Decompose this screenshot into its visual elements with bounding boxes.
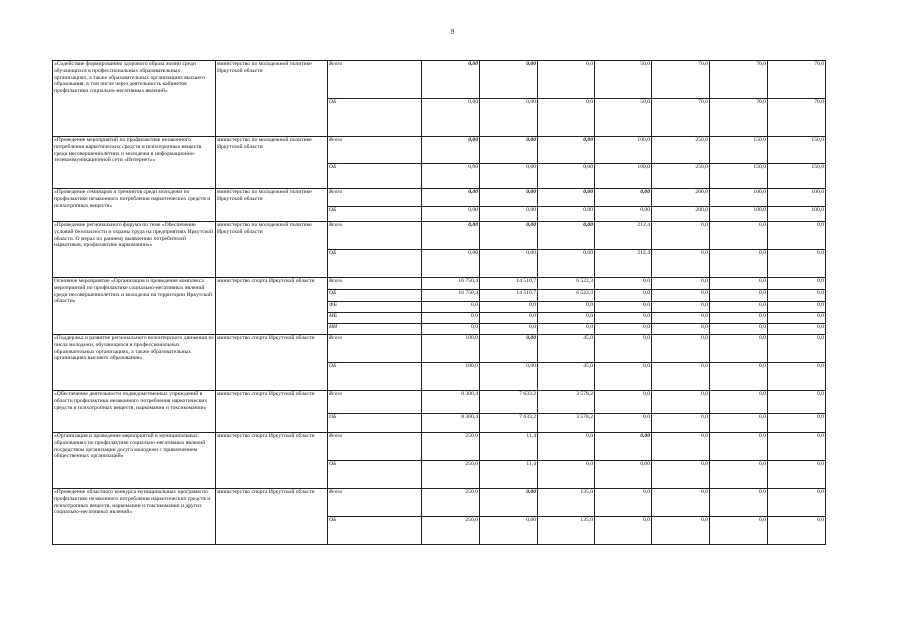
value-cell: 0,00 <box>595 461 652 489</box>
value-cell: 0,0 <box>710 433 768 461</box>
value-cell: 70,0 <box>710 99 768 137</box>
value-cell: 0,0 <box>652 433 710 461</box>
funding-source-cell: Всего <box>328 189 422 207</box>
value-cell: 0,00 <box>422 61 480 99</box>
value-cell: 0,0 <box>422 302 480 313</box>
executor-cell: министерство спорта Иркутской области <box>216 433 328 489</box>
value-cell: 200,0 <box>652 189 710 207</box>
value-cell: 100,0 <box>710 207 768 222</box>
table-row <box>53 137 826 164</box>
table-row <box>53 391 826 414</box>
value-cell: 6 522,3 <box>538 278 595 290</box>
value-cell: 0,0 <box>595 290 652 302</box>
value-cell: 0,0 <box>768 433 826 461</box>
value-cell: 0,0 <box>768 363 826 391</box>
funding-source-cell: ОБ <box>328 207 422 222</box>
value-cell: 0,0 <box>480 324 538 335</box>
value-cell: 150,0 <box>768 164 826 189</box>
table-row <box>53 335 826 363</box>
value-cell: 3 578,2 <box>538 414 595 433</box>
value-cell: 0,0 <box>652 278 710 290</box>
page-number: 9 <box>450 28 455 36</box>
value-cell: 0,0 <box>768 324 826 335</box>
activity-description: «Содействие формированию здорового образа жизни среди обучающихся в профессиональных образовательных организациях, а также образовательных организациях высшего образования, в том числе через деятельность кабинетов профилактики социально-негативных явлений» <box>53 61 216 137</box>
value-cell: 100,0 <box>768 189 826 207</box>
value-cell: 0,0 <box>538 313 595 324</box>
value-cell: 150,0 <box>710 137 768 164</box>
activity-description: «Обеспечение деятельности подведомственных учреждений в области профилактики незаконного потребления наркотических средств и психотропных веществ, наркомании и токсикомании» <box>53 391 216 433</box>
value-cell: 150,0 <box>768 137 826 164</box>
value-cell: 212,4 <box>595 250 652 278</box>
value-cell: 0,0 <box>422 324 480 335</box>
value-cell: 0,0 <box>652 489 710 517</box>
value-cell: 0,00 <box>422 164 480 189</box>
value-cell: 100,0 <box>710 189 768 207</box>
value-cell: 0,0 <box>768 302 826 313</box>
executor-cell: министерство спорта Иркутской области <box>216 391 328 433</box>
value-cell: 0,0 <box>652 414 710 433</box>
value-cell: 0,00 <box>480 363 538 391</box>
value-cell: 0,00 <box>422 137 480 164</box>
value-cell: 0,0 <box>710 302 768 313</box>
value-cell: 0,00 <box>422 189 480 207</box>
value-cell: 0,00 <box>480 99 538 137</box>
value-cell: 0,0 <box>768 278 826 290</box>
value-cell: 0,00 <box>480 335 538 363</box>
value-cell: 0,0 <box>768 290 826 302</box>
value-cell: 0,00 <box>422 250 480 278</box>
value-cell: 0,0 <box>595 302 652 313</box>
value-cell: 0,0 <box>710 517 768 545</box>
value-cell: 0,00 <box>480 222 538 250</box>
value-cell: 0,00 <box>480 250 538 278</box>
value-cell: 0,0 <box>652 391 710 414</box>
value-cell: 0,0 <box>710 335 768 363</box>
value-cell: 0,0 <box>710 324 768 335</box>
value-cell: 0,0 <box>595 391 652 414</box>
value-cell: 45,0 <box>538 335 595 363</box>
value-cell: 0,0 <box>652 313 710 324</box>
value-cell: 70,0 <box>652 61 710 99</box>
funding-source-cell: ИИ <box>328 324 422 335</box>
value-cell: 135,0 <box>538 517 595 545</box>
value-cell: 0,00 <box>538 164 595 189</box>
value-cell: 0,0 <box>652 363 710 391</box>
value-cell: 0,0 <box>768 517 826 545</box>
value-cell: 0,0 <box>710 363 768 391</box>
funding-source-cell: Всего <box>328 489 422 517</box>
value-cell: 45,0 <box>538 363 595 391</box>
value-cell: 0,0 <box>538 302 595 313</box>
executor-cell: министерство спорта Иркутской области <box>216 278 328 335</box>
funding-source-cell: Всего <box>328 278 422 290</box>
value-cell: 50,0 <box>595 61 652 99</box>
value-cell: 0,0 <box>768 489 826 517</box>
value-cell: 0,00 <box>538 207 595 222</box>
value-cell: 100,0 <box>595 164 652 189</box>
funding-table <box>52 60 826 545</box>
table-body <box>53 61 826 545</box>
value-cell: 135,0 <box>538 489 595 517</box>
value-cell: 0,0 <box>652 290 710 302</box>
value-cell: 0,0 <box>768 313 826 324</box>
value-cell: 0,0 <box>652 461 710 489</box>
value-cell: 0,0 <box>538 61 595 99</box>
value-cell: 70,0 <box>652 99 710 137</box>
value-cell: 0,0 <box>595 335 652 363</box>
value-cell: 0,0 <box>652 222 710 250</box>
executor-cell: министерство спорта Иркутской области <box>216 335 328 391</box>
funding-source-cell: Всего <box>328 222 422 250</box>
value-cell: 70,0 <box>768 61 826 99</box>
value-cell: 70,0 <box>710 61 768 99</box>
value-cell: 0,0 <box>710 290 768 302</box>
activity-description: «Проведение регионального форума по теме «Обеспечение условий безопасности и охраны труда на предприятиях Иркутской области. О мерах по раннему выявлению потребителей наркотиков, профилактике наркомании»» <box>53 222 216 278</box>
value-cell: 0,0 <box>710 250 768 278</box>
executor-cell: министерство по молодежной политике Иркутской области <box>216 61 328 137</box>
value-cell: 0,0 <box>595 278 652 290</box>
funding-source-cell: ОБ <box>328 99 422 137</box>
value-cell: 7 633,2 <box>480 414 538 433</box>
value-cell: 0,00 <box>595 207 652 222</box>
value-cell: 0,00 <box>422 99 480 137</box>
value-cell: 250,0 <box>422 489 480 517</box>
value-cell: 8 300,4 <box>422 391 480 414</box>
value-cell: 0,00 <box>480 137 538 164</box>
funding-source-cell: ОБ <box>328 250 422 278</box>
value-cell: 0,00 <box>538 189 595 207</box>
value-cell: 0,0 <box>768 335 826 363</box>
funding-source-cell: ОБ <box>328 414 422 433</box>
activity-description: Основное мероприятие «Организация и проведение комплекса мероприятий по профилактике социально-негативных явлений среди несовершеннолетних и молодежи на территории Иркутской области» <box>53 278 216 335</box>
value-cell: 7 633,2 <box>480 391 538 414</box>
value-cell: 0,00 <box>538 222 595 250</box>
value-cell: 0,00 <box>480 164 538 189</box>
executor-cell: министерство по молодежной политике Иркутской области <box>216 189 328 222</box>
value-cell: 0,0 <box>652 302 710 313</box>
value-cell: 50,0 <box>595 99 652 137</box>
value-cell: 0,0 <box>538 324 595 335</box>
executor-cell: министерство по молодежной политике Иркутской области <box>216 222 328 278</box>
funding-source-cell: ОБ <box>328 290 422 302</box>
value-cell: 8 300,4 <box>422 414 480 433</box>
table-row <box>53 433 826 461</box>
value-cell: 16 750,4 <box>422 290 480 302</box>
value-cell: 100,0 <box>422 335 480 363</box>
funding-source-cell: ОБ <box>328 461 422 489</box>
value-cell: 150,0 <box>710 164 768 189</box>
value-cell: 100,0 <box>422 363 480 391</box>
value-cell: 0,0 <box>595 517 652 545</box>
value-cell: 0,0 <box>768 250 826 278</box>
table-row <box>53 189 826 207</box>
value-cell: 0,00 <box>480 489 538 517</box>
value-cell: 0,0 <box>422 313 480 324</box>
value-cell: 0,0 <box>768 391 826 414</box>
value-cell: 100,0 <box>768 207 826 222</box>
value-cell: 250,0 <box>652 137 710 164</box>
value-cell: 0,0 <box>595 324 652 335</box>
value-cell: 3 578,2 <box>538 391 595 414</box>
funding-source-cell: ОБ <box>328 164 422 189</box>
executor-cell: министерство по молодежной политике Иркутской области <box>216 137 328 189</box>
value-cell: 0,0 <box>768 461 826 489</box>
funding-source-cell: Всего <box>328 433 422 461</box>
activity-description: «Организация и проведение мероприятий в муниципальных образованиях по профилактике социально-негативных явлений посредством организации досуга молодежи с привлечением общественных организаций» <box>53 433 216 489</box>
value-cell: 0,0 <box>538 461 595 489</box>
table-row <box>53 222 826 250</box>
funding-source-cell: ОБ <box>328 363 422 391</box>
value-cell: 0,00 <box>480 61 538 99</box>
value-cell: 0,00 <box>422 207 480 222</box>
value-cell: 0,0 <box>710 489 768 517</box>
value-cell: 11,4 <box>480 433 538 461</box>
value-cell: 0,00 <box>480 517 538 545</box>
value-cell: 0,0 <box>768 414 826 433</box>
value-cell: 0,0 <box>710 414 768 433</box>
funding-source-cell: МБ <box>328 313 422 324</box>
funding-source-cell: ОБ <box>328 517 422 545</box>
executor-cell: министерство спорта Иркутской области <box>216 489 328 545</box>
value-cell: 250,0 <box>422 517 480 545</box>
value-cell: 0,0 <box>652 324 710 335</box>
value-cell: 0,0 <box>595 313 652 324</box>
value-cell: 0,00 <box>422 222 480 250</box>
value-cell: 0,0 <box>710 461 768 489</box>
value-cell: 250,0 <box>652 164 710 189</box>
value-cell: 0,0 <box>710 222 768 250</box>
table-row <box>53 278 826 290</box>
funding-source-cell: Всего <box>328 335 422 363</box>
funding-source-cell: Всего <box>328 61 422 99</box>
value-cell: 0,00 <box>595 189 652 207</box>
value-cell: 70,0 <box>768 99 826 137</box>
value-cell: 16 750,4 <box>422 278 480 290</box>
value-cell: 250,0 <box>422 461 480 489</box>
value-cell: 0,0 <box>652 250 710 278</box>
activity-description: «Проведение областного конкурса муниципальных программ по профилактике незаконного потребления наркотических средств и психотропных веществ, наркомании и токсикомании и других социально-негативных явлений» <box>53 489 216 545</box>
value-cell: 0,0 <box>595 363 652 391</box>
table-row <box>53 489 826 517</box>
value-cell: 14 510,7 <box>480 290 538 302</box>
funding-source-cell: Всего <box>328 137 422 164</box>
value-cell: 0,0 <box>595 414 652 433</box>
value-cell: 212,4 <box>595 222 652 250</box>
value-cell: 0,00 <box>538 137 595 164</box>
value-cell: 0,00 <box>480 189 538 207</box>
value-cell: 200,0 <box>652 207 710 222</box>
activity-description: «Проведение мероприятий по профилактике незаконного потребления наркотических средств и психотропных веществ среди несовершеннолетних и молодежи в информационно-телекоммуникационной сети «Интернет»» <box>53 137 216 189</box>
value-cell: 0,0 <box>480 302 538 313</box>
value-cell: 250,0 <box>422 433 480 461</box>
value-cell: 14 510,7 <box>480 278 538 290</box>
value-cell: 0,0 <box>538 99 595 137</box>
value-cell: 0,0 <box>652 335 710 363</box>
funding-source-cell: Всего <box>328 391 422 414</box>
value-cell: 0,0 <box>652 517 710 545</box>
value-cell: 0,00 <box>538 250 595 278</box>
value-cell: 0,0 <box>595 489 652 517</box>
activity-description: «Проведение семинаров и тренингов среди молодежи по профилактике незаконного потребления наркотических средств и психотропных веществ» <box>53 189 216 222</box>
funding-source-cell: ФБ <box>328 302 422 313</box>
value-cell: 6 522,3 <box>538 290 595 302</box>
value-cell: 0,0 <box>538 433 595 461</box>
value-cell: 0,0 <box>710 391 768 414</box>
value-cell: 11,4 <box>480 461 538 489</box>
table-row <box>53 61 826 99</box>
value-cell: 0,0 <box>710 313 768 324</box>
value-cell: 0,00 <box>480 207 538 222</box>
value-cell: 100,0 <box>595 137 652 164</box>
value-cell: 0,0 <box>710 278 768 290</box>
value-cell: 0,00 <box>595 433 652 461</box>
activity-description: «Поддержка и развитие регионального волонтерского движения из числа молодежи, обучающихся в профессиональных образовательных организациях, а также образовательных организациях высшего образования» <box>53 335 216 391</box>
value-cell: 0,0 <box>768 222 826 250</box>
value-cell: 0,0 <box>480 313 538 324</box>
